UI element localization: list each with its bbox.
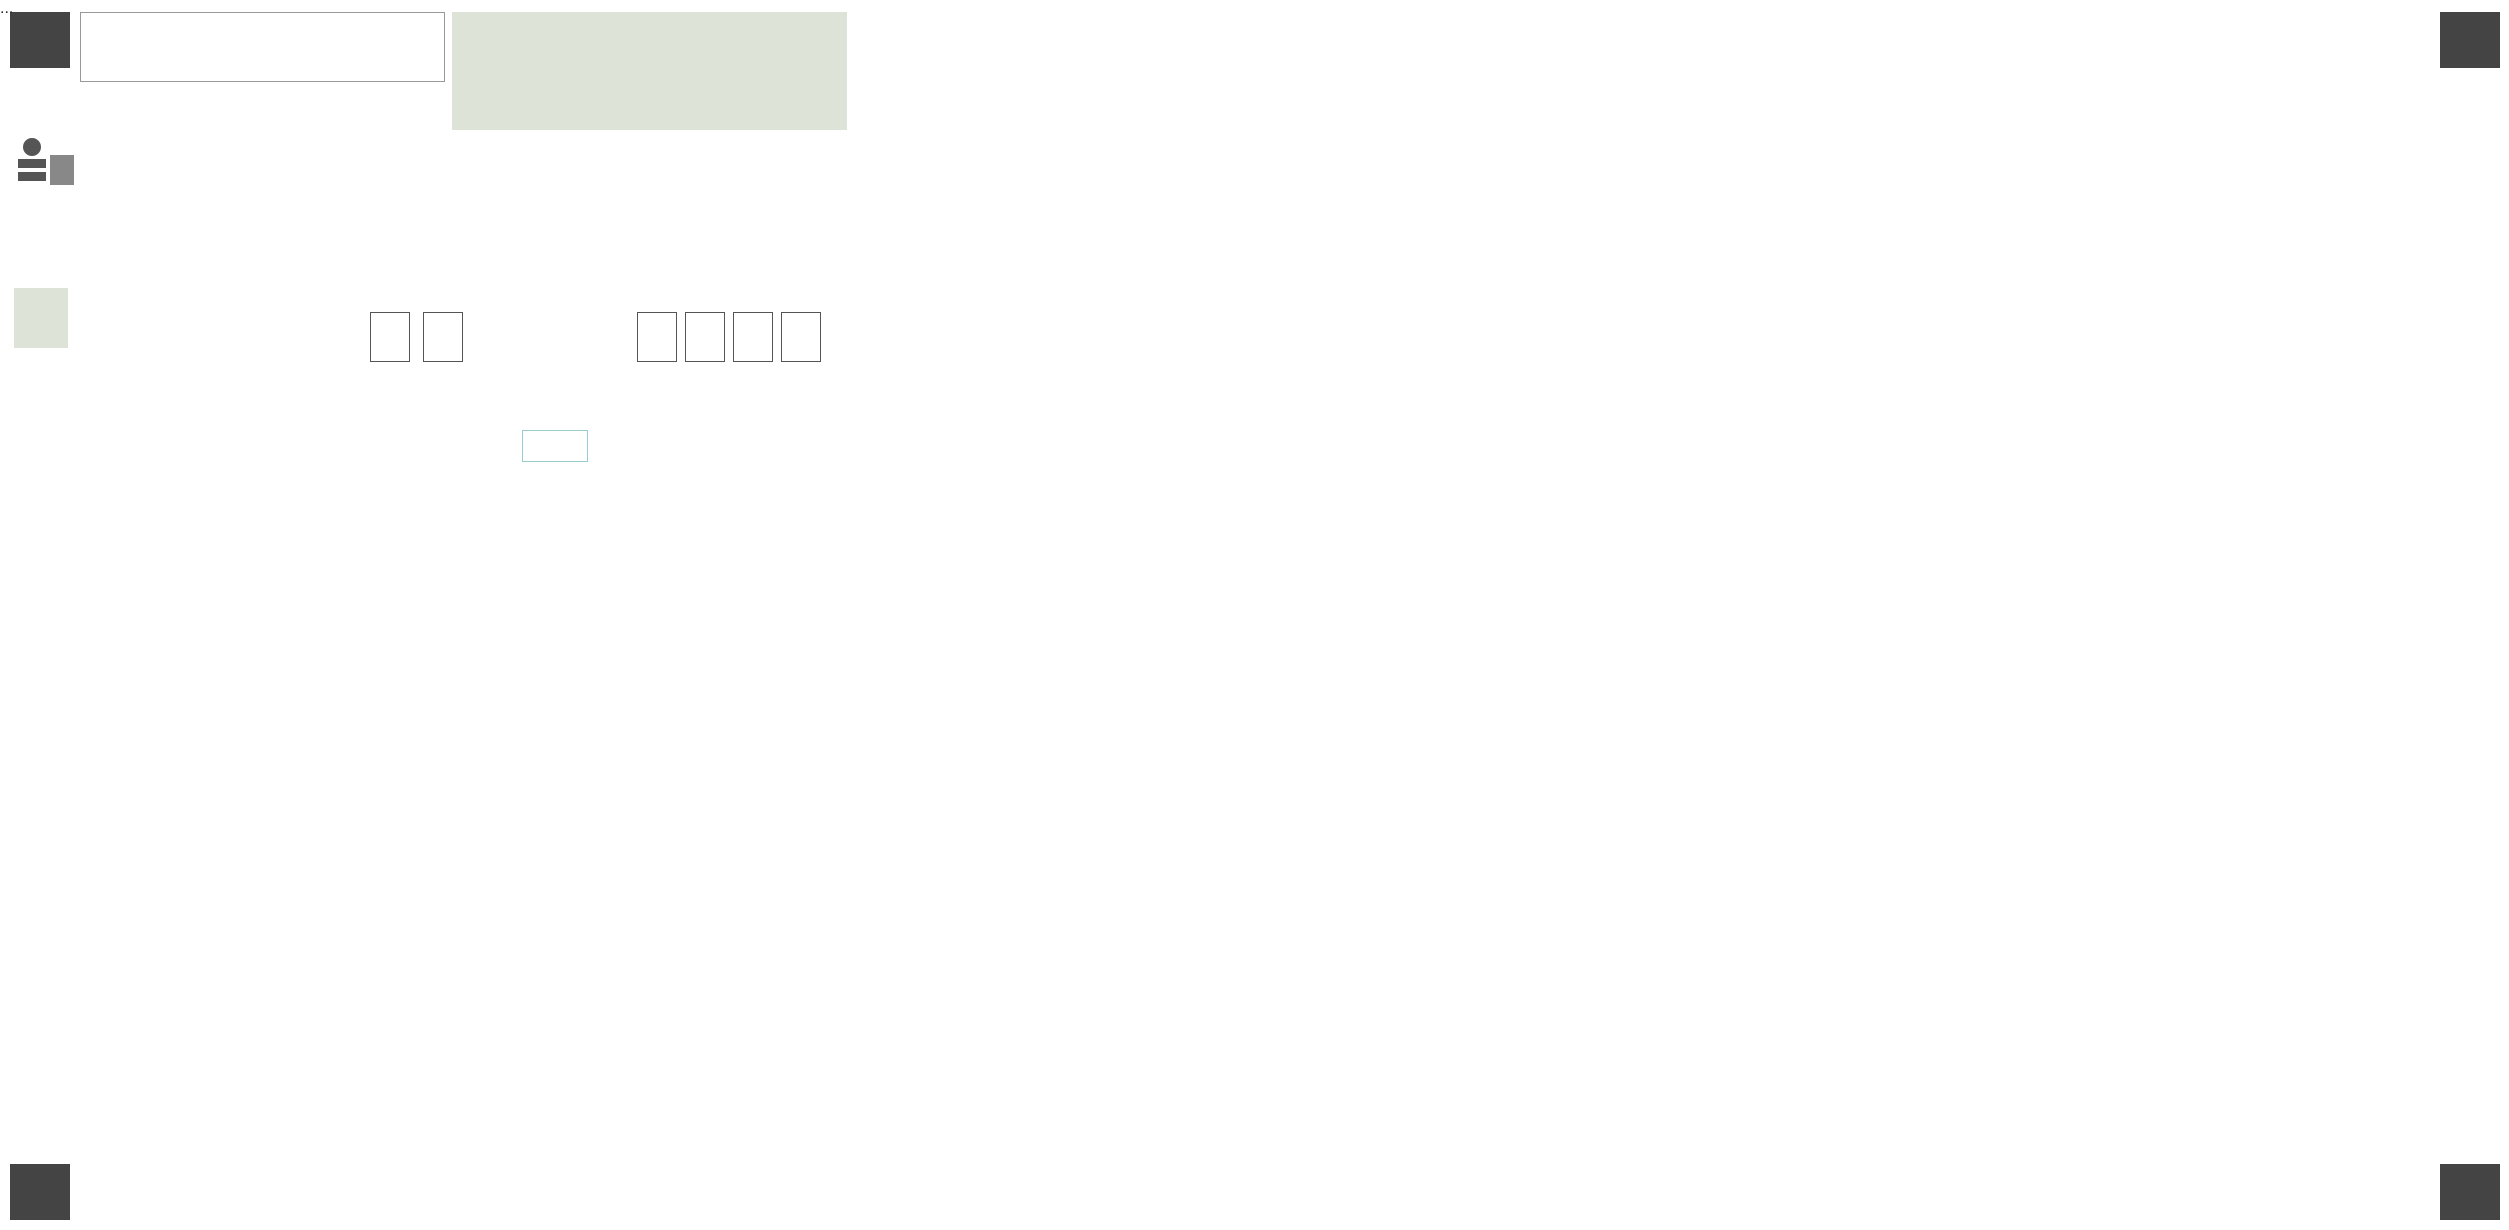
section-1-number [14, 288, 68, 348]
seccion-digit-2[interactable] [685, 312, 725, 362]
folio-box [80, 12, 445, 82]
distrito-digit-1[interactable] [370, 312, 410, 362]
corner-mark-top-right [2440, 12, 2500, 68]
tipo-basica-box[interactable] [522, 430, 588, 462]
seccion-digit-4[interactable] [781, 312, 821, 362]
seccion-digit-3[interactable] [733, 312, 773, 362]
iee-logo-icon [10, 135, 78, 205]
corner-mark-bottom-right [2440, 1164, 2500, 1220]
acta-header [452, 12, 847, 130]
left-panel: ... [0, 0, 855, 1230]
seccion-digit-1[interactable] [637, 312, 677, 362]
distrito-digit-2[interactable] [423, 312, 463, 362]
